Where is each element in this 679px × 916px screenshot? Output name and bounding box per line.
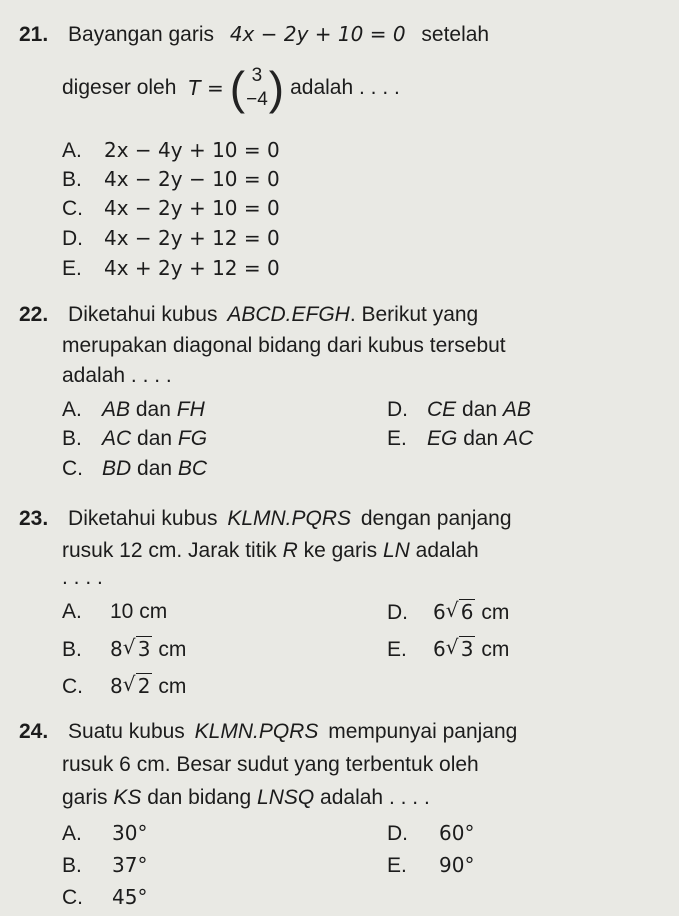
- vector-column: [246, 64, 268, 112]
- q22-text-a: Diketahui kubus: [68, 303, 218, 326]
- q24-plane: LNSQ: [257, 786, 315, 809]
- option-segment-2: AC: [504, 427, 534, 450]
- option-radicand: 3: [137, 637, 151, 661]
- option-text: 4x − 2y − 10 = 0: [104, 167, 280, 191]
- q23-cube-name: KLMN.PQRS: [227, 507, 352, 530]
- q24-line3: [62, 786, 430, 810]
- option-segment-1: AB: [102, 398, 131, 421]
- option-segment-2: FG: [177, 427, 208, 450]
- option-unit: cm: [481, 638, 510, 661]
- q23-option-a[interactable]: [62, 600, 167, 624]
- option-letter: C.: [62, 886, 83, 909]
- vector-top: 3: [251, 65, 263, 86]
- option-letter: A.: [62, 139, 82, 162]
- q23-option-d[interactable]: [387, 600, 509, 625]
- q21-option-b[interactable]: [62, 167, 280, 192]
- q24-text-b: mempunyai panjang: [328, 720, 518, 743]
- q22-number: 22.: [19, 303, 49, 326]
- q23-option-c[interactable]: [62, 674, 186, 699]
- q24-segment: KS: [113, 786, 142, 809]
- option-letter: D.: [62, 227, 83, 250]
- q21-option-c[interactable]: [62, 196, 280, 221]
- option-letter: C.: [62, 197, 83, 220]
- option-text: 30°: [112, 821, 148, 845]
- q22-line2: merupakan diagonal bidang dari kubus tersebut: [62, 334, 506, 357]
- q23-number: 23.: [19, 507, 49, 530]
- q21-number: 21.: [19, 23, 49, 46]
- q21-line2: [62, 60, 400, 116]
- option-coefficient: 6: [433, 600, 446, 624]
- option-letter: B.: [62, 854, 82, 877]
- q24-option-a[interactable]: [62, 821, 147, 846]
- q21-text-d: adalah . . . .: [290, 76, 400, 99]
- option-text: 37°: [112, 853, 148, 877]
- left-paren: (: [229, 62, 246, 114]
- sqrt-icon: √ 3: [445, 635, 474, 661]
- q24-option-d[interactable]: [387, 821, 474, 846]
- q23-option-e[interactable]: [387, 637, 509, 662]
- option-text: 60°: [439, 821, 475, 845]
- q24-option-e[interactable]: [387, 853, 474, 878]
- q24-line2: rusuk 6 cm. Besar sudut yang terbentuk oleh: [62, 753, 479, 776]
- q21-text-c: digeser oleh: [62, 76, 177, 99]
- option-letter: C.: [62, 457, 83, 480]
- q22-cube-name: ABCD.EFGH: [227, 303, 350, 326]
- option-text: 90°: [439, 853, 475, 877]
- option-coefficient: 8: [110, 637, 123, 661]
- q23-text-b: dengan panjang: [360, 507, 512, 530]
- option-letter: D.: [387, 601, 408, 624]
- q22-line1: [19, 303, 478, 327]
- option-letter: D.: [387, 822, 408, 845]
- q22-option-a[interactable]: [62, 398, 205, 422]
- q21-equation: 4x − 2y + 10 = 0: [229, 22, 406, 46]
- option-text: 2x − 4y + 10 = 0: [104, 138, 280, 162]
- q23-line1: [19, 507, 512, 531]
- q21-t-label: T =: [188, 76, 224, 100]
- option-segment-2: AB: [502, 398, 531, 421]
- option-conj: dan: [135, 398, 171, 421]
- q23-line-name: LN: [382, 539, 410, 562]
- q24-option-c[interactable]: [62, 885, 147, 910]
- option-letter: B.: [62, 638, 82, 661]
- option-coefficient: 6: [433, 637, 446, 661]
- option-unit: cm: [158, 675, 187, 698]
- q23-option-b[interactable]: [62, 637, 186, 662]
- option-letter: A.: [62, 822, 82, 845]
- option-radicand: 2: [137, 674, 151, 698]
- option-segment-1: AC: [102, 427, 132, 450]
- option-conj: dan: [137, 457, 173, 480]
- q23-line2: [62, 539, 479, 563]
- option-text: 10 cm: [110, 600, 168, 623]
- q24-text-e: adalah . . . .: [320, 786, 430, 809]
- q23-text-a: Diketahui kubus: [68, 507, 218, 530]
- option-letter: B.: [62, 168, 82, 191]
- option-letter: B.: [62, 427, 82, 450]
- option-conj: dan: [463, 427, 499, 450]
- q24-text-a: Suatu kubus: [68, 720, 185, 743]
- option-segment-1: CE: [427, 398, 457, 421]
- q21-line1: [19, 22, 489, 47]
- q22-text-b: . Berikut yang: [349, 303, 479, 326]
- q24-number: 24.: [19, 720, 49, 743]
- option-text: 45°: [112, 885, 148, 909]
- option-coefficient: 8: [110, 674, 123, 698]
- q23-text-c: rusuk 12 cm. Jarak titik: [62, 539, 277, 562]
- q24-cube-name: KLMN.PQRS: [194, 720, 319, 743]
- q21-text-b: setelah: [421, 23, 490, 46]
- q24-line1: [19, 720, 517, 744]
- option-radicand: 3: [460, 637, 474, 661]
- option-text: 4x + 2y + 12 = 0: [104, 256, 280, 280]
- q24-text-c: garis: [62, 786, 108, 809]
- q24-text-d: dan bidang: [147, 786, 252, 809]
- sqrt-icon: √ 2: [122, 672, 151, 698]
- option-letter: A.: [62, 398, 82, 421]
- option-letter: E.: [387, 854, 407, 877]
- option-letter: C.: [62, 675, 83, 698]
- option-segment-2: BC: [177, 457, 208, 480]
- q21-option-d[interactable]: [62, 226, 280, 251]
- option-conj: dan: [462, 398, 498, 421]
- option-text: 4x − 2y + 12 = 0: [104, 226, 280, 250]
- translation-vector: [230, 64, 284, 112]
- option-letter: A.: [62, 600, 82, 623]
- option-conj: dan: [137, 427, 173, 450]
- option-segment-1: EG: [427, 427, 458, 450]
- q21-option-e[interactable]: [62, 256, 280, 281]
- option-letter: D.: [387, 398, 408, 421]
- right-paren: ): [268, 62, 285, 114]
- option-text: 4x − 2y + 10 = 0: [104, 196, 280, 220]
- option-unit: cm: [158, 638, 187, 661]
- q22-option-e[interactable]: [387, 427, 533, 451]
- q22-line3: adalah . . . .: [62, 364, 172, 387]
- q22-option-c[interactable]: [62, 457, 207, 481]
- option-unit: cm: [481, 601, 510, 624]
- option-letter: E.: [62, 257, 82, 280]
- q24-option-b[interactable]: [62, 853, 147, 878]
- option-radicand: 6: [460, 600, 474, 624]
- q23-text-d: ke garis: [303, 539, 378, 562]
- q21-text-a: Bayangan garis: [68, 23, 214, 46]
- q23-line3: . . . .: [62, 566, 103, 589]
- q22-option-d[interactable]: [387, 398, 531, 422]
- q23-text-e: adalah: [415, 539, 479, 562]
- option-letter: E.: [387, 638, 407, 661]
- vector-bottom: −4: [246, 89, 268, 110]
- q22-option-b[interactable]: [62, 427, 207, 451]
- sqrt-icon: √ 6: [445, 598, 474, 624]
- option-segment-1: BD: [102, 457, 132, 480]
- option-letter: E.: [387, 427, 407, 450]
- option-segment-2: FH: [176, 398, 205, 421]
- q23-point: R: [282, 539, 298, 562]
- q21-option-a[interactable]: [62, 138, 280, 163]
- sqrt-icon: √ 3: [122, 635, 151, 661]
